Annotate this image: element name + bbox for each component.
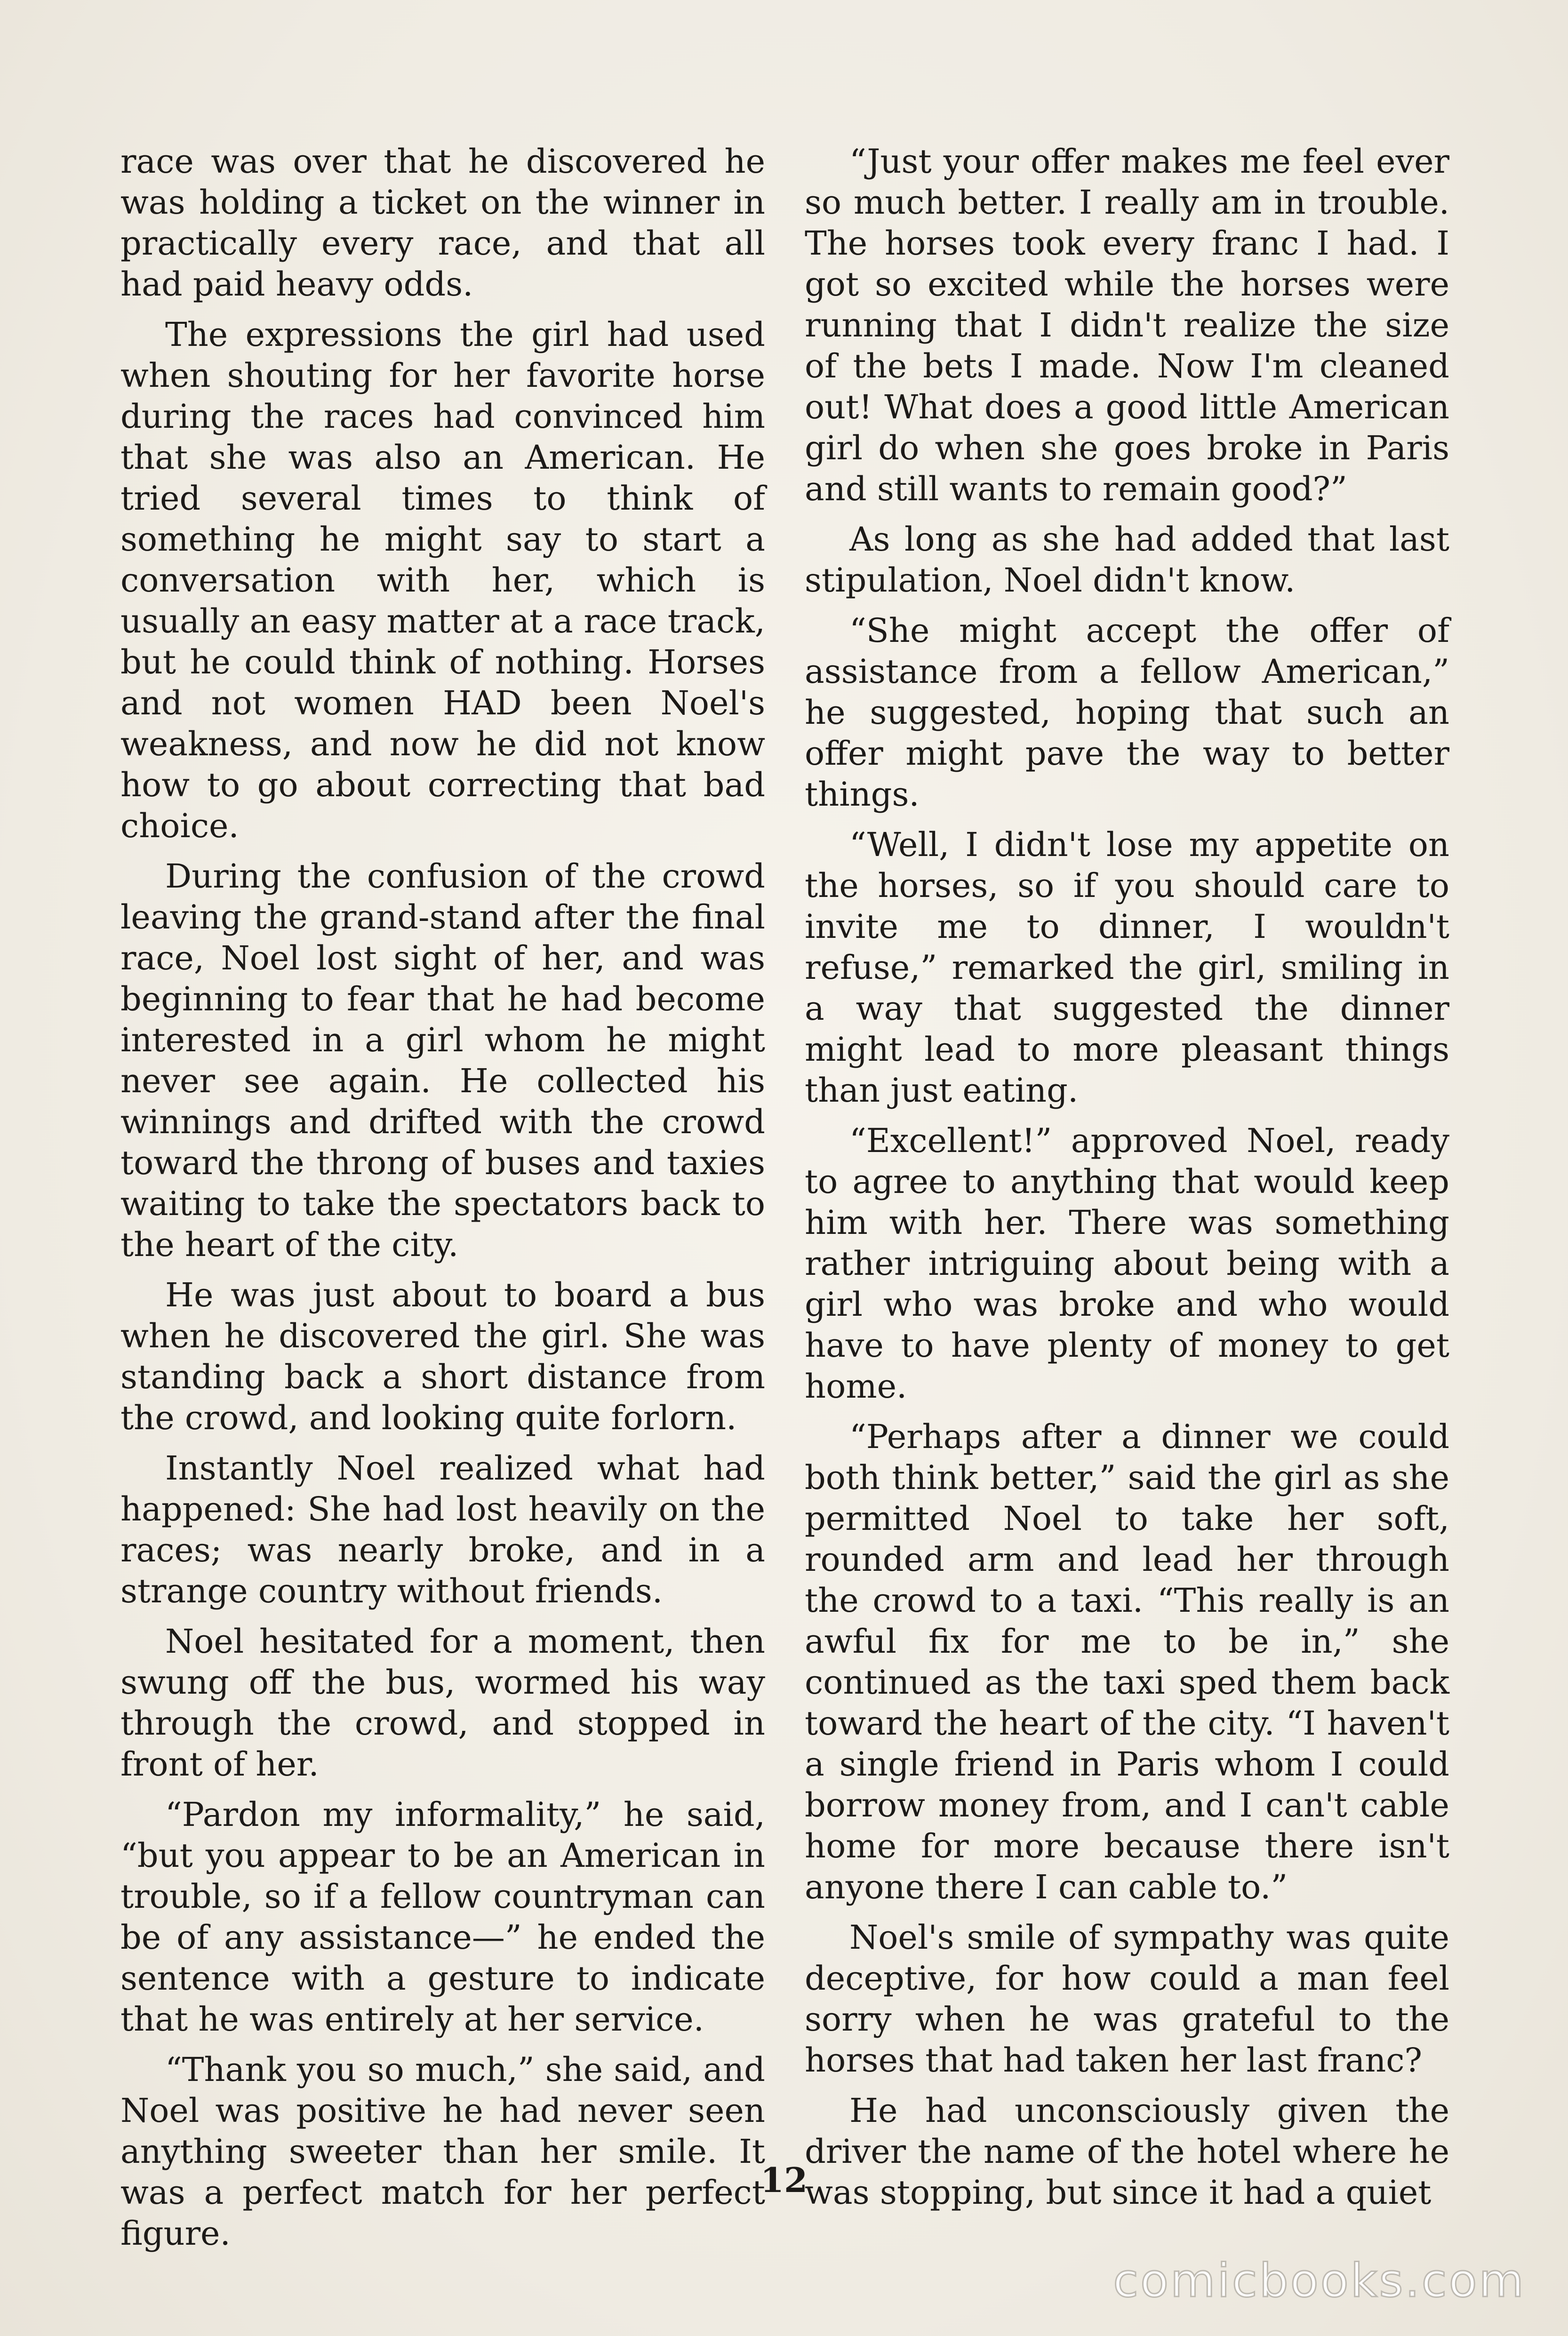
paragraph: “Well, I didn't lose my appetite on the horses, so if you should care to invite me to dinner, I wouldn't refuse,” remarked the girl, smiling in a way that suggested the dinner might lead to more pleasant things than just eating.: [805, 825, 1449, 1110]
paragraph: “Pardon my informality,” he said, “but you appear to be an American in trouble, so if a fellow countryman can be of any assistance—” he ended the sentence with a gesture to indicate that he was entirely at her service.: [120, 1795, 765, 2039]
left-column: [120, 141, 765, 2264]
paragraph: As long as she had added that last stipulation, Noel didn't know.: [805, 520, 1449, 600]
paragraph: He was just about to board a bus when he discovered the girl. She was standing back a short distance from the crowd, and looking quite forlorn.: [120, 1276, 765, 1437]
right-column: [805, 141, 1449, 2223]
paragraph: Instantly Noel realized what had happened: She had lost heavily on the races; was nearly broke, and in a strange country without friends.: [120, 1449, 765, 1610]
paragraph: “Just your offer makes me feel ever so much better. I really am in trouble. The horses took every franc I had. I got so excited while the horses were running that I didn't realize the size of the bets I made. Now I'm cleaned out! What does a good little American girl do when she goes broke in Paris and still wants to remain good?”: [805, 142, 1449, 508]
paragraph: “Excellent!” approved Noel, ready to agree to anything that would keep him with her. There was something rather intriguing about being with a girl who was broke and who would have to have plenty of money to get home.: [805, 1121, 1449, 1406]
paragraph: The expressions the girl had used when shouting for her favorite horse during the races had convinced him that she was also an American. He tried several times to think of something he might say to start a conversation with her, which is usually an easy matter at a race track, but he could think of nothing. Horses and not women HAD been Noel's weakness, and now he did not know how to go about correcting that bad choice.: [120, 315, 765, 845]
paragraph: During the confusion of the crowd leaving the grand-stand after the final race, Noel lost sight of her, and was beginning to fear that he had become interested in a girl whom he might never see again. He collected his winnings and drifted with the crowd toward the throng of buses and taxies waiting to take the spectators back to the heart of the city.: [120, 857, 765, 1264]
paragraph: “Thank you so much,” she said, and Noel was positive he had never seen anything sweeter than her smile. It was a perfect match for her perfect figure.: [120, 2050, 765, 2253]
paragraph: “Perhaps after a dinner we could both think better,” said the girl as she permitted Noel to take her soft, rounded arm and lead her through the crowd to a taxi. “This really is an awful fix for me to be in,” she continued as the taxi sped them back toward the heart of the city. “I haven't a single friend in Paris whom I could borrow money from, and I can't cable home for more because there isn't anyone there I can cable to.”: [805, 1417, 1449, 1906]
watermark-logo: comicbooks.com: [1113, 2254, 1526, 2308]
paragraph: Noel hesitated for a moment, then swung off the bus, wormed his way through the crowd, and stopped in front of her.: [120, 1622, 765, 1784]
paragraph: race was over that he discovered he was holding a ticket on the winner in practically every race, and that all had paid heavy odds.: [120, 142, 765, 304]
page-number: 12: [760, 2160, 808, 2200]
paragraph: He had unconsciously given the driver the name of the hotel where he was stopping, but since it had a quiet: [805, 2091, 1449, 2212]
paragraph: Noel's smile of sympathy was quite deceptive, for how could a man feel sorry when he was grateful to the horses that had taken her last franc?: [805, 1918, 1449, 2080]
paragraph: “She might accept the offer of assistance from a fellow American,” he suggested, hoping that such an offer might pave the way to better things.: [805, 611, 1449, 814]
